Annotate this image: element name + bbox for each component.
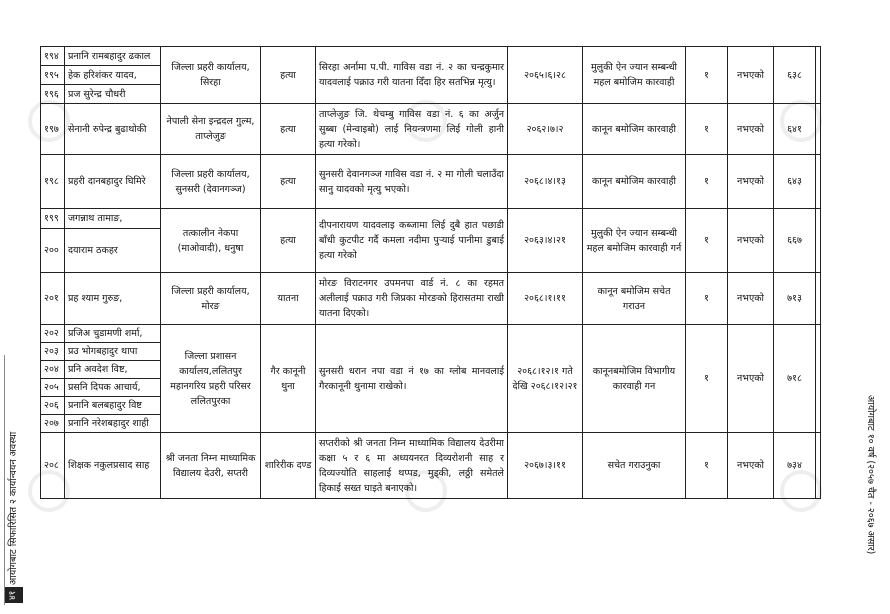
reference-number: ६६७: [774, 209, 816, 273]
person-name: प्रनि अवदेश विष्ट,: [65, 361, 161, 379]
person-name: प्रह श्याम गुरुङ,: [65, 273, 161, 325]
incident-description: सुनसरी देवानगञ्ज गाविस वडा नं. २ मा गोली चलाउँदा सानु यादवको मृत्यु भएको।: [316, 155, 508, 209]
person-name: जगन्नाथ तामाङ,: [65, 209, 161, 229]
implementation-status: नभएको: [728, 273, 774, 325]
recommendation-date: २०६७।३।११: [508, 433, 583, 499]
violation-type: हत्या: [261, 47, 316, 104]
person-name: प्रउ भोगबहादुर थापा: [65, 343, 161, 361]
office-cell: जिल्ला प्रहरी कार्यालय, सुनसरी (देवानगञ्ज): [161, 155, 261, 209]
recommended-action: कानून बमोजिम सचेत गराउन: [583, 273, 686, 325]
table-row: [41, 325, 821, 343]
serial-number: १९५: [41, 66, 65, 85]
office-cell: नेपाली सेना इन्द्रदल गुल्म, ताप्लेजुङ: [161, 104, 261, 155]
serial-number: १९८: [41, 155, 65, 209]
reference-number: ७३४: [774, 433, 816, 499]
serial-number: १९४: [41, 47, 65, 66]
recommendation-date: २०६८।४।१३: [508, 155, 583, 209]
incident-description: मोरङ विराटनगर उपमनपा वार्ड नं. ८ का रहमत अलीलाई पक्राउ गरी जिप्रका मोरङको हिरासतमा राखी यातना दिएको।: [316, 273, 508, 325]
recommended-action: मुलुकी ऐन ज्यान सम्बन्धी महल बमोजिम कारवाही: [583, 47, 686, 104]
implementation-status: नभएको: [728, 104, 774, 155]
count-cell: १: [686, 155, 728, 209]
violation-type: हत्या: [261, 104, 316, 155]
person-name: हेक हरिशंकर यादव,: [65, 66, 161, 85]
recommended-action: मुलुकी ऐन ज्यान सम्बन्धी महल बमोजिम कारवाही गर्न: [583, 209, 686, 273]
count-cell: १: [686, 325, 728, 433]
recommendation-date: २०६२।७।२: [508, 104, 583, 155]
serial-number: २०८: [41, 433, 65, 499]
reference-number: ६४१: [774, 104, 816, 155]
running-header-text: आयोगबाट १० वर्ष (२०५७ चैत - २०६७ असार): [865, 395, 876, 555]
serial-number: १९७: [41, 104, 65, 155]
serial-number: १९६: [41, 85, 65, 104]
violation-type: यातना: [261, 273, 316, 325]
person-name: दयाराम ठकहर: [65, 229, 161, 273]
table-row: [41, 104, 821, 155]
serial-number: २०२: [41, 325, 65, 343]
left-margin-running-header: [4, 355, 23, 605]
reference-number: ७१८: [774, 325, 816, 433]
incident-description: ताप्लेजुङ जि. थेचम्बु गाविस वडा नं. ६ का अर्जुन सुब्बा (मेन्वाइबो) लाई नियन्त्रणमा लिई गोली हानी हत्या गरेको।: [316, 104, 508, 155]
implementation-status: नभएको: [728, 155, 774, 209]
serial-number: २०७: [41, 415, 65, 433]
office-cell: तत्कालीन नेकपा (माओवादी), धनुषा: [161, 209, 261, 273]
violation-type: गैर कानूनी थुना: [261, 325, 316, 433]
violation-type: शारिरीक दण्ड: [261, 433, 316, 499]
table-row: [41, 273, 821, 325]
blank-cell: [816, 273, 821, 325]
person-name: प्रसनि दिपक आचार्य,: [65, 379, 161, 397]
page-number: ४१: [5, 587, 23, 603]
table-row: [41, 209, 821, 229]
recommendation-date: २०६५।६।२८: [508, 47, 583, 104]
count-cell: १: [686, 209, 728, 273]
person-name: प्रज सुरेन्द्र चौधरी: [65, 85, 161, 104]
recommendation-table: [40, 46, 821, 499]
count-cell: १: [686, 47, 728, 104]
serial-number: २०३: [41, 343, 65, 361]
person-name: प्रनानि रामबहादुर ढकाल: [65, 47, 161, 66]
serial-number: १९९: [41, 209, 65, 229]
implementation-status: नभएको: [728, 325, 774, 433]
serial-number: २०४: [41, 361, 65, 379]
person-name: सेनानी रुपेन्द्र बुढाथोकी: [65, 104, 161, 155]
blank-cell: [816, 325, 821, 433]
recommended-action: कानून बमोजिम कारवाही: [583, 104, 686, 155]
violation-type: हत्या: [261, 155, 316, 209]
reference-number: ६४३: [774, 155, 816, 209]
blank-cell: [816, 155, 821, 209]
table-row: [41, 155, 821, 209]
running-header-text: आयोगबाट सिफारिसित २ कार्यान्वयन अवस्था: [8, 431, 19, 585]
count-cell: १: [686, 433, 728, 499]
incident-description: दीपनारायण यादवलाइ कब्जामा लिई दुबै हात पछाडी बाँधी कुटपीट गर्दै कमला नदीमा पुऱ्याई पानीमा डुबाई हत्या गरेको: [316, 209, 508, 273]
table-row: [41, 47, 821, 66]
office-cell: जिल्ला प्रहरी कार्यालय, मोरङ: [161, 273, 261, 325]
person-name: प्रजिअ चुडामणी शर्मा,: [65, 325, 161, 343]
serial-number: २०५: [41, 379, 65, 397]
count-cell: १: [686, 104, 728, 155]
recommended-action: कानून बमोजिम कारवाही: [583, 155, 686, 209]
office-cell: जिल्ला प्रहरी कार्यालय, सिरहा: [161, 47, 261, 104]
implementation-status: नभएको: [728, 47, 774, 104]
serial-number: २०१: [41, 273, 65, 325]
recommended-action: सचेत गराउनुका: [583, 433, 686, 499]
incident-description: सिरहा अर्नामा प.पी. गाविस वडा नं. २ का चन्द्रकुमार यादवलाई पक्राउ गरी यातना दिँदा हिर सतभिन्न मृत्यु।: [316, 47, 508, 104]
blank-cell: [816, 47, 821, 104]
blank-cell: [816, 433, 821, 499]
incident-description: सुनसरी धरान नपा वडा नं १७ का ग्लोब मानवलाई गैरकानूनी थुनामा राखेको।: [316, 325, 508, 433]
incident-description: सप्तरीको श्री जनता निम्न माध्यामिक विद्यालय देउरीमा कक्षा ५ र ६ मा अध्ययनरत दिव्यरोशनी साह र दिव्यज्योति साहलाई थप्पड, मुड्की, लठ्ठी समेतले हिकाई सख्त घाइते बनाएको।: [316, 433, 508, 499]
reference-number: ७१३: [774, 273, 816, 325]
blank-cell: [816, 104, 821, 155]
person-name: प्रनानि नरेशबहादुर शाही: [65, 415, 161, 433]
serial-number: २००: [41, 229, 65, 273]
recommendation-date: २०६८।१।११: [508, 273, 583, 325]
implementation-status: नभएको: [728, 209, 774, 273]
count-cell: १: [686, 273, 728, 325]
office-cell: श्री जनता निम्न माध्यामिक विद्यालय देउरी, सप्तरी: [161, 433, 261, 499]
reference-number: ६३८: [774, 47, 816, 104]
person-name: प्रहरी दानबहादुर घिमिरे: [65, 155, 161, 209]
office-cell: जिल्ला प्रशासन कार्यालय,ललितपुर महानगरिय प्रहरी परिसर ललितपुरका: [161, 325, 261, 433]
right-margin-running-header: [862, 395, 882, 605]
recommendation-date: २०६३।४।२१: [508, 209, 583, 273]
serial-number: २०६: [41, 397, 65, 415]
recommended-action: कानूनबमोजिम विभागीय कारवाही गन: [583, 325, 686, 433]
violation-type: हत्या: [261, 209, 316, 273]
blank-cell: [816, 209, 821, 273]
table-row: [41, 433, 821, 499]
person-name: प्रनानि बलबहादुर विष्ट: [65, 397, 161, 415]
recommendation-date: २०६८।१२।१ गते देखि २०६८।१२।२१: [508, 325, 583, 433]
person-name: शिक्षक नकुलप्रसाद साह: [65, 433, 161, 499]
implementation-status: नभएको: [728, 433, 774, 499]
